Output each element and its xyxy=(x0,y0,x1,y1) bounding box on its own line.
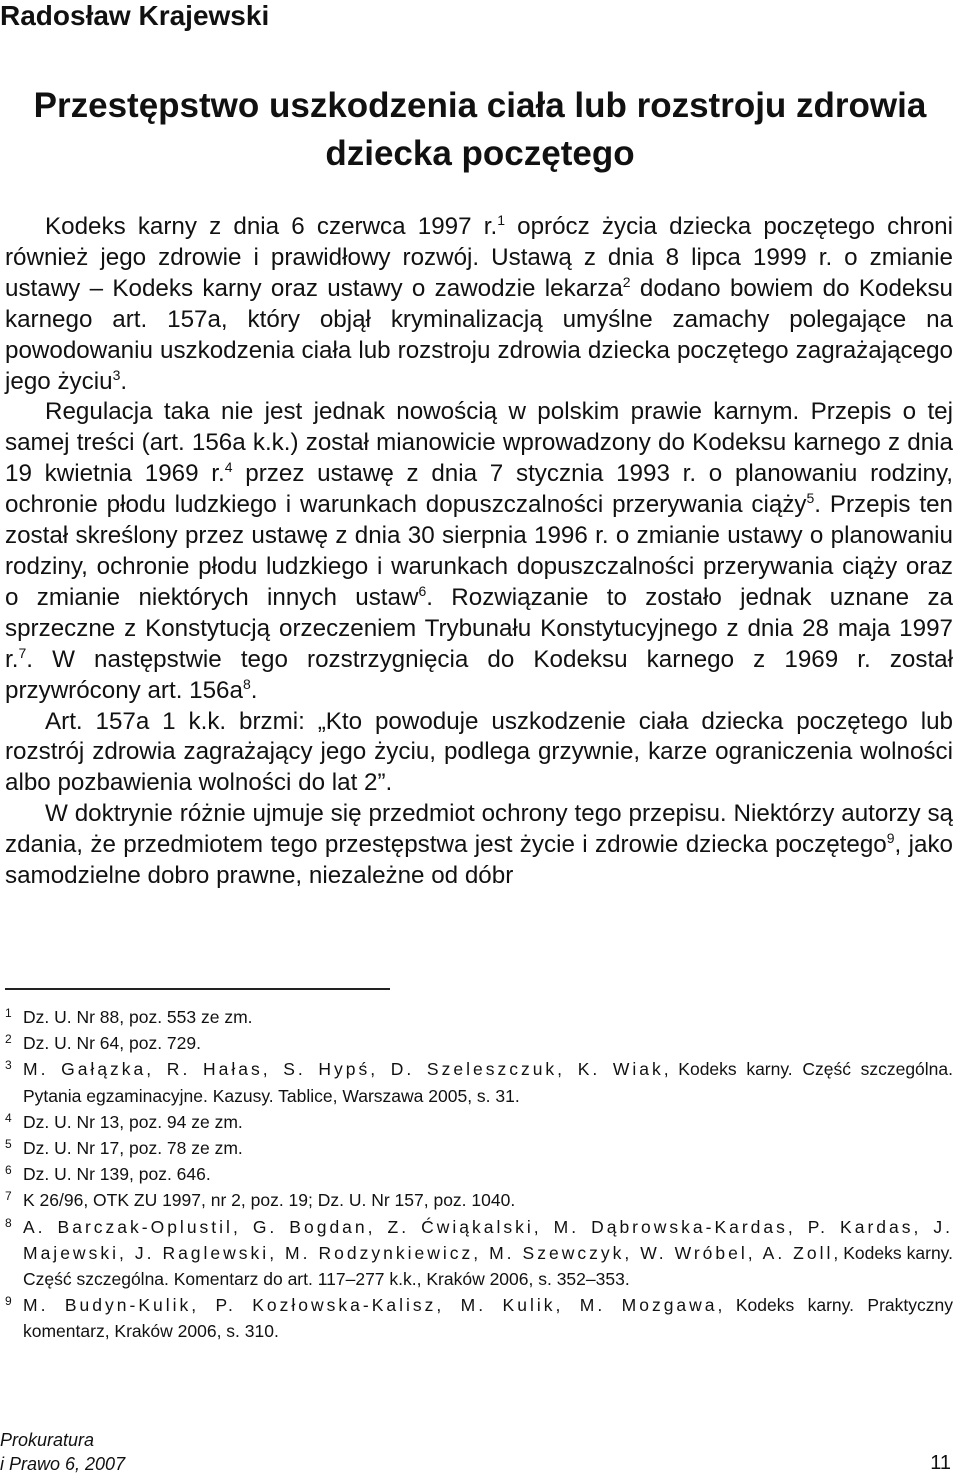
footnote-ref-3[interactable]: 3 xyxy=(112,366,121,383)
footnote-5: 5 Dz. U. Nr 17, poz. 78 ze zm. xyxy=(5,1137,243,1159)
paragraph-3: Art. 157a 1 k.k. brzmi: „Kto powoduje uszkodzenie ciała dziecka poczętego lub rozstrój zdrowia zagrażający jego życiu, podlega grzywnie, karze ograniczenia wolności albo pozbawienia wolności do lat 2”. xyxy=(5,707,953,797)
footnote-4: 4 Dz. U. Nr 13, poz. 94 ze zm. xyxy=(5,1110,243,1132)
journal-issue: i Prawo 6, 2007 xyxy=(0,1454,126,1474)
footnote-3: 3 M. Gałązka, R. Hałas, S. Hypś, D. Szeleszczuk, K. Wiak, Kodeks karny. Część szczególna. Pytania egzaminacyjne. Kazusy. Tablice, Warszawa 2005, s. 31. xyxy=(5,1058,954,1106)
footnote-ref-4[interactable]: 4 xyxy=(224,459,233,476)
footnote-8: 8 A. Barczak-Oplustil, G. Bogdan, Z. Ćwiąkalski, M. Dąbrowska-Kardas, P. Kardas, J. Majewski, J. Raglewski, M. Rodzynkiewicz, M. Szewczyk, W. Wróbel, A. Zoll, Kodeks karny. Część szczególna. Komentarz do art. 117–277 k.k., Kraków 2006, s. 352–353. xyxy=(5,1215,953,1290)
footnotes xyxy=(5,1004,953,1345)
footnote-2: 2 Dz. U. Nr 64, poz. 729. xyxy=(5,1032,201,1054)
page-number: 11 xyxy=(930,1452,951,1474)
footnote-ref-1[interactable]: 1 xyxy=(497,211,505,228)
footnote-7: 7 K 26/96, OTK ZU 1997, nr 2, poz. 19; Dz. U. Nr 157, poz. 1040. xyxy=(5,1189,516,1211)
footnote-ref-2[interactable]: 2 xyxy=(622,273,631,290)
author-name: Radosław Krajewski xyxy=(0,0,270,31)
paragraph-2: Regulacja taka nie jest jednak nowością w polskim prawie karnym. Przepis o tej samej treści (art. 156a k.k.) został mianowicie wprowadzony do Kodeksu karnego z dnia 19 kwietnia 1969 r.$^4$ przez ustawę z dnia 7 stycznia 1993 r. o planowaniu rodziny, ochronie płodu ludzkiego i warunkach dopuszczalności przerywania ciąży$^5$. Przepis ten został skreślony przez ustawę z dnia 30 sierpnia 1996 r. o zmianie ustawy o planowaniu rodziny, ochronie płodu ludzkiego i warunkach dopuszczalności przerywania ciąży oraz o zmianie niektórych innych ustaw$^6$. Rozwiązanie to zostało jednak uznane za sprzeczne z Konstytucją orzeczeniem Trybunału Konstytucyjnego z dnia 28 maja 1997 r.$^7$. W następstwie tego rozstrzygnięcia do Kodeksu karnego z 1969 r. został przywrócony art. $156a^8$. xyxy=(5,398,953,704)
paragraph-4: W doktrynie różnie ujmuje się przedmiot ochrony tego przepisu. Niektórzy autorzy są zdania, że przedmiotem tego przestępstwa jest życie i zdrowie dziecka poczętego$^9$, jako samodzielne dobro prawne, niezależne od dóbr xyxy=(5,800,953,890)
journal-name: Prokuratura xyxy=(0,1430,95,1450)
footnote-1: 1 Dz. U. Nr 88, poz. 553 ze zm. xyxy=(5,1006,253,1027)
footnote-ref-8[interactable]: 8 xyxy=(242,675,251,692)
footnote-ref-6[interactable]: 6 xyxy=(418,582,427,599)
footnote-ref-7[interactable]: 7 xyxy=(18,644,27,661)
footnote-ref-9[interactable]: 9 xyxy=(886,830,895,847)
footnote-9: 9 M. Budyn-Kulik, P. Kozłowska-Kalisz, M. Kulik, M. Mozgawa, Kodeks karny. Praktyczny komentarz, Kraków 2006, s. 310. xyxy=(5,1294,953,1342)
paragraph-1: Kodeks karny z dnia 6 czerwca 1997 r.$^1$ oprócz życia dziecka poczętego chroni również jego zdrowie i prawidłowy rozwój. Ustawą z dnia 8 lipca 1999 r. o zmianie ustawy – Kodeks karny oraz ustawy o zawodzie lekarza$^2$ dodano bowiem do Kodeksu karnego art. 157a, który objął kryminalizacją umyślne zamachy polegające na powodowaniu uszkodzenia ciała lub rozstroju zdrowia dziecka poczętego zagrażającego jego życiu$^3$. xyxy=(5,211,953,395)
footnote-ref-5[interactable]: 5 xyxy=(806,490,815,507)
footnote-divider xyxy=(5,988,390,990)
article-title: Przestępstwo uszkodzenia ciała lub rozstroju zdrowia dziecka poczętego xyxy=(33,86,927,173)
footnote-6: 6 Dz. U. Nr 139, poz. 646. xyxy=(5,1163,211,1185)
article-body xyxy=(5,212,953,892)
journal-footer xyxy=(0,1428,125,1476)
